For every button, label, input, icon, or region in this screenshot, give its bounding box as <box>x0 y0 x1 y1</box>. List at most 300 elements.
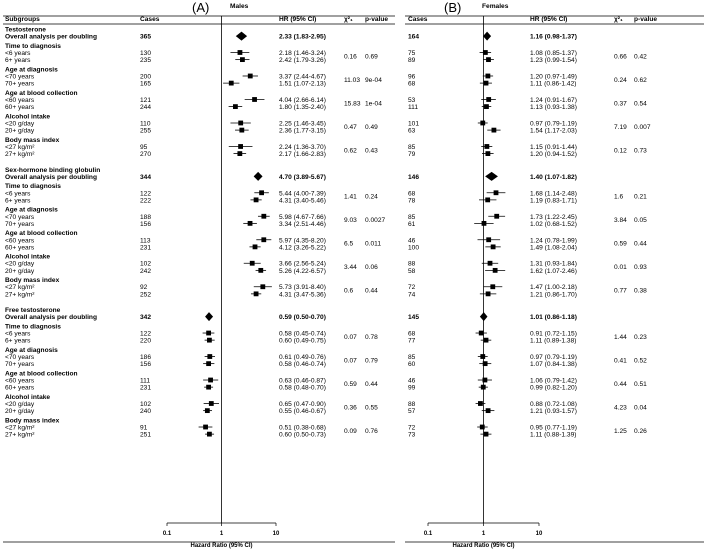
group-pvalue: 0.62 <box>634 76 647 84</box>
group-chi: 11.03 <box>344 76 361 84</box>
group-pvalue: 0.42 <box>634 53 647 61</box>
row-hr-text: 1.68 (1.14-2.48) <box>530 190 577 198</box>
row-hr-text: 0.97 (0.79-1.19) <box>530 120 577 128</box>
hr-point <box>486 408 491 413</box>
group-chi: 0.6 <box>344 287 354 295</box>
hr-point <box>209 401 214 406</box>
header-chi: χ²₁ <box>344 16 353 23</box>
row-cases: 165 <box>140 80 152 88</box>
hr-point <box>493 268 498 273</box>
hr-point <box>238 144 243 149</box>
row-hr-text: 1.24 (0.78-1.99) <box>530 237 577 245</box>
row-cases: 222 <box>140 197 152 205</box>
row-hr-text: 0.63 (0.46-0.87) <box>279 377 326 385</box>
header-cases: Cases <box>408 16 428 23</box>
group-pvalue: 0.49 <box>365 123 378 131</box>
group-pvalue: 0.011 <box>365 240 382 248</box>
row-hr-text: 1.23 (0.99-1.54) <box>530 57 577 65</box>
row-hr-text: 2.36 (1.77-3.15) <box>279 127 326 135</box>
row-label: 27+ kg/m² <box>5 431 35 439</box>
panel-title: Males <box>230 3 249 10</box>
group-chi: 7.19 <box>614 123 627 131</box>
row-cases: 242 <box>140 267 152 275</box>
group-chi: 0.66 <box>614 53 627 61</box>
group-pvalue: 0.23 <box>634 333 647 341</box>
row-hr-text: 0.91 (0.72-1.15) <box>530 330 577 338</box>
hr-point <box>486 291 491 296</box>
row-label: <27 kg/m² <box>5 424 35 432</box>
hr-point <box>254 197 259 202</box>
row-cases: 156 <box>140 220 152 228</box>
hr-point <box>254 291 259 296</box>
row-hr-text: 0.58 (0.45-0.74) <box>279 330 326 338</box>
hr-point <box>494 190 499 195</box>
row-hr-text: 4.12 (3.26-5.22) <box>279 244 326 252</box>
row-label: 70+ years <box>5 80 35 88</box>
row-label: 70+ years <box>5 361 35 369</box>
x-axis-label: Hazard Ratio (95% CI) <box>190 543 253 549</box>
group-title: Alcohol intake <box>5 253 51 261</box>
hr-point <box>206 385 211 390</box>
row-cases: 53 <box>408 96 416 104</box>
row-hr-text: 1.21 (0.86-1.70) <box>530 291 577 299</box>
row-cases: 200 <box>140 73 152 81</box>
row-cases: 102 <box>140 260 152 268</box>
row-hr-text: 1.20 (0.97-1.49) <box>530 73 577 81</box>
row-label: 20+ g/day <box>5 127 35 135</box>
row-hr-text: 0.60 (0.49-0.75) <box>279 337 326 345</box>
row-cases: 102 <box>140 401 152 409</box>
row-label: <20 g/day <box>5 401 35 409</box>
row-hr-text: 1.15 (0.91-1.44) <box>530 143 577 151</box>
row-hr-text: 2.17 (1.66-2.83) <box>279 151 326 159</box>
hr-point <box>481 385 486 390</box>
row-cases: 85 <box>408 143 416 151</box>
header-hr: HR (95% CI) <box>530 16 568 23</box>
group-pvalue: 1e-04 <box>365 100 382 108</box>
row-hr-text: 3.66 (2.56-5.24) <box>279 260 326 268</box>
row-cases: 92 <box>140 284 148 292</box>
hr-point <box>480 121 485 126</box>
row-label: <6 years <box>5 49 31 57</box>
row-hr-text: 3.37 (2.44-4.67) <box>279 73 326 81</box>
header-pvalue: p-value <box>365 16 389 23</box>
hr-point <box>248 74 253 79</box>
row-label: <60 years <box>5 377 35 385</box>
row-label: <6 years <box>5 190 31 198</box>
hr-point <box>491 244 496 249</box>
group-title: Age at blood collection <box>5 230 78 238</box>
row-cases: 251 <box>140 431 152 439</box>
row-cases: 99 <box>408 384 416 392</box>
hr-point <box>259 190 264 195</box>
row-label: <20 g/day <box>5 120 35 128</box>
overall-hr-text: 1.16 (0.98-1.37) <box>530 33 577 41</box>
hr-point <box>484 144 489 149</box>
hr-point <box>483 378 488 383</box>
row-hr-text: 1.62 (1.07-2.46) <box>530 267 577 275</box>
group-chi: 1.25 <box>614 427 627 435</box>
group-pvalue: 0.06 <box>365 264 378 272</box>
group-pvalue: 0.55 <box>365 404 378 412</box>
row-hr-text: 1.31 (0.93-1.84) <box>530 260 577 268</box>
hr-point <box>485 151 490 156</box>
x-axis-label: Hazard Ratio (95% CI) <box>452 543 515 549</box>
hr-point <box>237 151 242 156</box>
group-pvalue: 0.69 <box>365 53 378 61</box>
group-pvalue: 0.04 <box>634 404 647 412</box>
row-hr-text: 0.65 (0.47-0.90) <box>279 401 326 409</box>
overall-label: Overall analysis per doubling <box>5 314 97 322</box>
row-cases: 130 <box>140 49 152 57</box>
group-pvalue: 0.78 <box>365 333 378 341</box>
row-cases: 46 <box>408 377 416 385</box>
group-chi: 0.12 <box>614 147 627 155</box>
row-hr-text: 4.31 (3.47-5.36) <box>279 291 326 299</box>
row-hr-text: 0.55 (0.46-0.67) <box>279 408 326 416</box>
row-cases: 121 <box>140 96 152 104</box>
overall-label: Overall analysis per doubling <box>5 33 97 41</box>
group-chi: 0.16 <box>344 53 357 61</box>
group-pvalue: 0.21 <box>634 193 647 201</box>
overall-diamond <box>480 312 488 321</box>
hr-point <box>483 361 488 366</box>
group-title: Body mass index <box>5 136 60 144</box>
hr-point <box>483 50 488 55</box>
x-tick-label: 0.1 <box>423 531 433 537</box>
group-pvalue: 0.38 <box>634 287 647 295</box>
group-pvalue: 0.24 <box>365 193 378 201</box>
group-chi: 0.47 <box>344 123 357 131</box>
group-title: Time to diagnosis <box>5 323 61 331</box>
row-cases: 240 <box>140 408 152 416</box>
group-pvalue: 0.26 <box>634 427 647 435</box>
row-hr-text: 1.54 (1.17-2.03) <box>530 127 577 135</box>
x-tick-label: 10 <box>272 531 280 537</box>
header-pvalue: p-value <box>634 16 658 23</box>
group-pvalue: 0.93 <box>634 264 647 272</box>
group-pvalue: 0.0027 <box>365 217 386 225</box>
hr-point <box>484 81 489 86</box>
row-label: 70+ years <box>5 220 35 228</box>
hr-point <box>486 57 491 62</box>
row-label: <70 years <box>5 73 35 81</box>
x-tick-label: 1 <box>481 531 486 537</box>
hr-point <box>486 237 491 242</box>
hr-point <box>485 74 490 79</box>
row-cases: 252 <box>140 291 152 299</box>
row-hr-text: 0.99 (0.82-1.20) <box>530 384 577 392</box>
hr-point <box>484 432 489 437</box>
hr-point <box>207 432 212 437</box>
group-chi: 0.62 <box>344 147 357 155</box>
row-hr-text: 2.24 (1.36-3.70) <box>279 143 326 151</box>
section-title: Sex-hormone binding globulin <box>5 166 101 174</box>
row-hr-text: 1.11 (0.86-1.42) <box>530 80 577 88</box>
hr-point <box>206 361 211 366</box>
group-chi: 0.37 <box>614 100 627 108</box>
group-title: Age at diagnosis <box>5 66 58 74</box>
overall-diamond <box>483 32 491 41</box>
x-tick-label: 1 <box>219 531 224 537</box>
panel-label: (B) <box>444 0 462 15</box>
row-cases: 57 <box>408 408 416 416</box>
overall-cases: 145 <box>408 314 420 322</box>
group-pvalue: 0.73 <box>634 147 647 155</box>
group-title: Time to diagnosis <box>5 183 61 191</box>
group-pvalue: 0.44 <box>365 287 378 295</box>
group-chi: 3.84 <box>614 217 627 225</box>
row-cases: 270 <box>140 151 152 159</box>
row-cases: 85 <box>408 354 416 362</box>
row-cases: 68 <box>408 330 416 338</box>
group-title: Alcohol intake <box>5 393 51 401</box>
row-hr-text: 2.18 (1.46-3.24) <box>279 49 326 57</box>
overall-cases: 342 <box>140 314 152 322</box>
row-hr-text: 1.06 (0.79-1.42) <box>530 377 577 385</box>
row-label: 20+ g/day <box>5 408 35 416</box>
x-tick-label: 10 <box>535 531 543 537</box>
row-cases: 79 <box>408 151 416 159</box>
row-cases: 88 <box>408 260 416 268</box>
overall-diamond <box>485 172 498 181</box>
row-cases: 122 <box>140 330 152 338</box>
hr-point <box>239 128 244 133</box>
section-title: Testosterone <box>5 26 46 34</box>
row-label: 27+ kg/m² <box>5 151 35 159</box>
row-cases: 85 <box>408 213 416 221</box>
row-cases: 235 <box>140 57 152 65</box>
row-cases: 60 <box>408 361 416 369</box>
group-title: Age at blood collection <box>5 89 78 97</box>
row-cases: 111 <box>408 104 419 112</box>
row-hr-text: 4.04 (2.66-6.14) <box>279 96 326 104</box>
header-cases: Cases <box>140 16 160 23</box>
overall-diamond <box>254 172 263 181</box>
group-pvalue: 0.007 <box>634 123 651 131</box>
row-cases: 113 <box>140 237 151 245</box>
row-hr-text: 5.98 (4.67-7.66) <box>279 213 326 221</box>
hr-point <box>480 425 485 430</box>
row-cases: 73 <box>408 431 416 439</box>
group-title: Body mass index <box>5 277 60 285</box>
group-pvalue: 9e-04 <box>365 76 382 84</box>
group-chi: 0.07 <box>344 333 357 341</box>
row-cases: 95 <box>140 143 148 151</box>
overall-hr-text: 2.33 (1.83-2.95) <box>279 33 326 41</box>
row-hr-text: 1.73 (1.22-2.45) <box>530 213 577 221</box>
row-label: <70 years <box>5 213 35 221</box>
hr-point <box>207 338 212 343</box>
row-hr-text: 1.11 (0.88-1.39) <box>530 431 577 439</box>
overall-cases: 146 <box>408 173 420 181</box>
row-hr-text: 1.13 (0.93-1.38) <box>530 104 577 112</box>
hr-point <box>258 268 263 273</box>
hr-point <box>229 81 234 86</box>
hr-point <box>260 284 265 289</box>
overall-diamond <box>236 32 247 41</box>
row-hr-text: 1.02 (0.68-1.52) <box>530 220 577 228</box>
row-label: 6+ years <box>5 57 31 65</box>
hr-point <box>488 261 493 266</box>
hr-point <box>482 221 487 226</box>
header-chi: χ²₁ <box>614 16 623 23</box>
panel-label: (A) <box>192 0 210 15</box>
group-pvalue: 0.51 <box>634 380 647 388</box>
hr-point <box>205 408 210 413</box>
row-label: <27 kg/m² <box>5 284 35 292</box>
row-hr-text: 1.21 (0.93-1.57) <box>530 408 577 416</box>
x-tick-label: 0.1 <box>162 531 172 537</box>
row-hr-text: 1.20 (0.94-1.52) <box>530 151 577 159</box>
group-chi: 3.44 <box>344 264 357 272</box>
row-cases: 255 <box>140 127 152 135</box>
row-hr-text: 1.08 (0.85-1.37) <box>530 49 577 57</box>
row-hr-text: 5.44 (4.00-7.39) <box>279 190 326 198</box>
group-pvalue: 0.54 <box>634 100 647 108</box>
row-cases: 77 <box>408 337 416 345</box>
overall-hr-text: 4.70 (3.89-5.67) <box>279 173 326 181</box>
row-label: 6+ years <box>5 197 31 205</box>
group-pvalue: 0.76 <box>365 427 378 435</box>
row-label: 6+ years <box>5 337 31 345</box>
group-pvalue: 0.44 <box>634 240 647 248</box>
row-hr-text: 0.58 (0.46-0.74) <box>279 361 326 369</box>
group-chi: 1.6 <box>614 193 624 201</box>
group-chi: 1.41 <box>344 193 357 201</box>
group-chi: 0.59 <box>344 380 357 388</box>
row-cases: 220 <box>140 337 152 345</box>
row-cases: 89 <box>408 57 416 65</box>
row-hr-text: 1.51 (1.07-2.13) <box>279 80 326 88</box>
group-chi: 4.23 <box>614 404 627 412</box>
row-cases: 61 <box>408 220 416 228</box>
row-label: <20 g/day <box>5 260 35 268</box>
header-hr: HR (95% CI) <box>279 16 317 23</box>
group-chi: 0.01 <box>614 264 627 272</box>
panel-title: Females <box>482 3 509 10</box>
group-chi: 0.44 <box>614 380 627 388</box>
row-cases: 231 <box>140 384 152 392</box>
overall-label: Overall analysis per doubling <box>5 173 97 181</box>
hr-point <box>253 244 258 249</box>
row-cases: 72 <box>408 424 416 432</box>
hr-point <box>484 104 489 109</box>
hr-point <box>261 237 266 242</box>
row-cases: 88 <box>408 401 416 409</box>
row-hr-text: 1.49 (1.08-2.04) <box>530 244 577 252</box>
group-chi: 0.59 <box>614 240 627 248</box>
hr-point <box>478 401 483 406</box>
row-hr-text: 1.80 (1.35-2.40) <box>279 104 326 112</box>
hr-point <box>485 197 490 202</box>
group-title: Age at diagnosis <box>5 346 58 354</box>
row-hr-text: 0.61 (0.49-0.76) <box>279 354 326 362</box>
overall-hr-text: 1.01 (0.86-1.18) <box>530 314 577 322</box>
row-hr-text: 0.95 (0.77-1.19) <box>530 424 577 432</box>
row-cases: 72 <box>408 284 416 292</box>
row-label: <6 years <box>5 330 31 338</box>
row-label: <27 kg/m² <box>5 143 35 151</box>
row-cases: 111 <box>140 377 151 385</box>
group-pvalue: 0.44 <box>365 380 378 388</box>
row-cases: 91 <box>140 424 148 432</box>
group-pvalue: 0.43 <box>365 147 378 155</box>
group-title: Body mass index <box>5 417 60 425</box>
row-label: <60 years <box>5 96 35 104</box>
header-subgroups: Subgroups <box>5 16 40 23</box>
hr-point <box>492 128 497 133</box>
row-hr-text: 0.97 (0.79-1.19) <box>530 354 577 362</box>
group-pvalue: 0.79 <box>365 357 378 365</box>
group-title: Time to diagnosis <box>5 42 61 50</box>
group-pvalue: 0.52 <box>634 357 647 365</box>
row-label: 60+ years <box>5 384 35 392</box>
row-cases: 74 <box>408 291 416 299</box>
row-cases: 63 <box>408 127 416 135</box>
row-hr-text: 1.47 (1.00-2.18) <box>530 284 577 292</box>
section-title: Free testosterone <box>5 307 61 315</box>
hr-point <box>484 338 489 343</box>
row-hr-text: 5.73 (3.91-8.40) <box>279 284 326 292</box>
group-chi: 9.03 <box>344 217 357 225</box>
overall-hr-text: 0.59 (0.50-0.70) <box>279 314 326 322</box>
row-label: <70 years <box>5 354 35 362</box>
group-chi: 0.24 <box>614 76 627 84</box>
hr-point <box>240 57 245 62</box>
row-hr-text: 5.97 (4.35-8.20) <box>279 237 326 245</box>
row-hr-text: 1.19 (0.83-1.71) <box>530 197 577 205</box>
hr-point <box>250 261 255 266</box>
group-title: Age at blood collection <box>5 370 78 378</box>
group-chi: 0.77 <box>614 287 627 295</box>
hr-point <box>208 378 213 383</box>
row-cases: 101 <box>408 120 420 128</box>
row-cases: 188 <box>140 213 152 221</box>
row-hr-text: 2.25 (1.46-3.45) <box>279 120 326 128</box>
row-hr-text: 4.31 (3.40-5.46) <box>279 197 326 205</box>
row-hr-text: 0.58 (0.48-0.70) <box>279 384 326 392</box>
hr-point <box>479 331 484 336</box>
hr-point <box>248 221 253 226</box>
hr-point <box>486 97 491 102</box>
row-cases: 122 <box>140 190 152 198</box>
row-cases: 96 <box>408 73 416 81</box>
group-chi: 0.41 <box>614 357 627 365</box>
overall-hr-text: 1.40 (1.07-1.82) <box>530 173 577 181</box>
hr-point <box>206 331 211 336</box>
group-chi: 0.09 <box>344 427 357 435</box>
row-cases: 186 <box>140 354 152 362</box>
row-cases: 58 <box>408 267 416 275</box>
hr-point <box>252 97 257 102</box>
row-hr-text: 5.26 (4.22-6.57) <box>279 267 326 275</box>
group-title: Alcohol intake <box>5 113 51 121</box>
row-label: <60 years <box>5 237 35 245</box>
row-hr-text: 0.88 (0.72-1.08) <box>530 401 577 409</box>
row-cases: 244 <box>140 104 152 112</box>
row-label: 27+ kg/m² <box>5 291 35 299</box>
group-chi: 1.44 <box>614 333 627 341</box>
row-hr-text: 1.24 (0.91-1.67) <box>530 96 577 104</box>
row-hr-text: 2.42 (1.79-3.26) <box>279 57 326 65</box>
hr-point <box>203 425 208 430</box>
hr-point <box>480 354 485 359</box>
row-cases: 231 <box>140 244 152 252</box>
row-label: 20+ g/day <box>5 267 35 275</box>
row-cases: 156 <box>140 361 152 369</box>
row-cases: 78 <box>408 197 416 205</box>
